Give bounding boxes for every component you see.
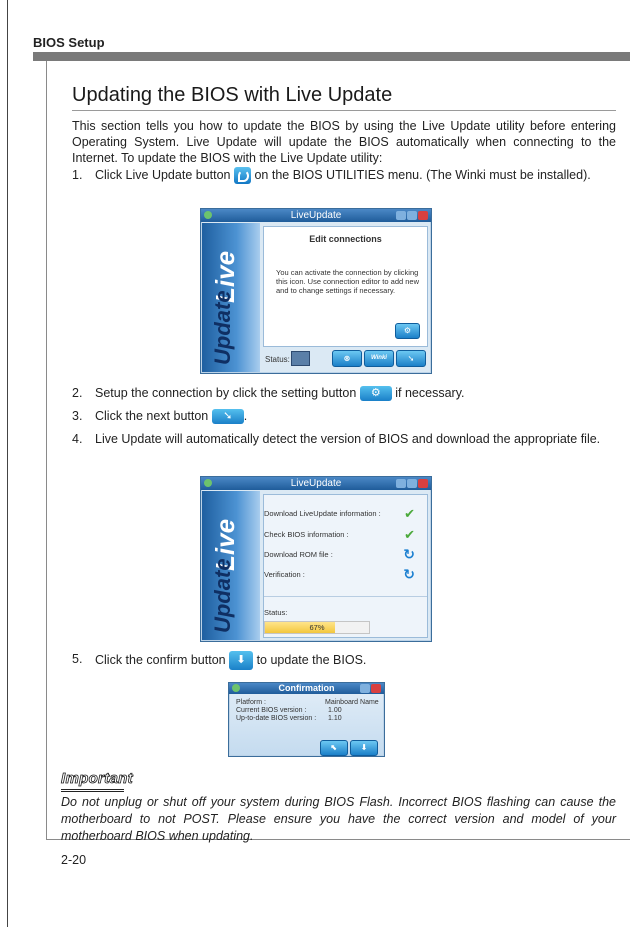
minimize-icon[interactable] bbox=[407, 211, 417, 220]
important-heading: Important bbox=[61, 770, 133, 787]
step-text: Setup the connection by click the setting button bbox=[95, 386, 357, 400]
help-icon[interactable] bbox=[360, 684, 370, 693]
progress-row-label: Download LiveUpdate information : bbox=[264, 509, 381, 518]
step-number: 3. bbox=[72, 409, 83, 423]
app-logo-icon bbox=[204, 479, 212, 487]
status-label: Status: bbox=[265, 355, 290, 364]
liveupdate-window-progress bbox=[200, 476, 432, 642]
check-icon: ✔ bbox=[404, 527, 415, 542]
cancel-icon: ⊗ bbox=[343, 354, 351, 363]
section-title: Updating the BIOS with Live Update bbox=[72, 84, 393, 106]
step-text: Click the confirm button bbox=[95, 652, 226, 667]
progress-row-label: Verification : bbox=[264, 570, 305, 579]
close-icon[interactable] bbox=[371, 684, 381, 693]
close-icon[interactable] bbox=[418, 479, 428, 488]
step-text: . bbox=[243, 409, 248, 423]
next-button-icon: ➘ bbox=[212, 409, 244, 424]
important-underline bbox=[61, 791, 124, 792]
progress-row-label: Download ROM file : bbox=[264, 550, 333, 559]
progress-row-label: Check BIOS information : bbox=[264, 530, 349, 539]
back-button[interactable] bbox=[320, 740, 348, 756]
step-text: to update the BIOS. bbox=[256, 652, 367, 667]
window-title: LiveUpdate bbox=[290, 210, 342, 221]
important-note: Do not unplug or shut off your system during BIOS Flash. Incorrect BIOS flashing can cause the motherboard to not POST. Please ensure you have the correct version and model of your motherboard BIOS when updating. bbox=[61, 795, 616, 843]
status-label: Status: bbox=[264, 608, 288, 617]
panel-heading: Edit connections bbox=[309, 234, 382, 244]
step-number: 2. bbox=[72, 386, 83, 400]
step-text: on the BIOS UTILITIES menu. (The Winki must be installed). bbox=[254, 168, 591, 182]
window-title: LiveUpdate bbox=[290, 478, 342, 489]
help-icon[interactable] bbox=[396, 479, 406, 488]
app-logo-icon bbox=[204, 211, 212, 219]
window-titlebar bbox=[201, 209, 431, 222]
step-text: Live Update will automatically detect the version of BIOS and download the appropriate file. bbox=[95, 432, 601, 446]
download-arrow-icon: ⬇ bbox=[360, 743, 368, 752]
settings-button[interactable] bbox=[395, 323, 420, 339]
brand-live-text: Live bbox=[210, 250, 240, 303]
help-icon[interactable] bbox=[396, 211, 406, 220]
check-icon: ✔ bbox=[404, 506, 415, 521]
live-update-icon bbox=[234, 167, 251, 184]
app-logo-icon bbox=[232, 684, 240, 692]
brand-update-text: Update bbox=[210, 558, 235, 633]
info-label: Up-to-date BIOS version : bbox=[236, 715, 317, 722]
progress-bar bbox=[264, 621, 370, 634]
window-titlebar bbox=[201, 477, 431, 490]
brand-side-panel bbox=[202, 223, 260, 372]
network-monitor-icon bbox=[291, 351, 310, 366]
step-1 bbox=[72, 167, 616, 203]
window-titlebar bbox=[229, 683, 384, 694]
progress-percent: 67% bbox=[309, 623, 325, 632]
settings-button-icon: ⚙ bbox=[360, 386, 392, 401]
step-text: Click the next button bbox=[95, 409, 209, 423]
running-header: BIOS Setup bbox=[33, 35, 105, 50]
step-number: 1. bbox=[72, 168, 83, 182]
refresh-icon: ↻ bbox=[403, 546, 415, 562]
page-margin-rule bbox=[7, 0, 8, 927]
progress-panel bbox=[263, 494, 428, 638]
cancel-button[interactable] bbox=[332, 350, 362, 367]
back-arrow-icon: ⬉ bbox=[330, 743, 338, 752]
header-bar bbox=[33, 52, 630, 61]
confirmation-window bbox=[228, 682, 385, 757]
step-text: Click Live Update button bbox=[95, 168, 231, 182]
confirm-button-icon: ⬇ bbox=[229, 651, 253, 670]
step-number: 4. bbox=[72, 432, 83, 446]
gear-icon: ⚙ bbox=[403, 326, 412, 335]
brand-live-text: Live bbox=[210, 518, 240, 571]
next-arrow-icon: ➘ bbox=[407, 354, 415, 363]
panel-description: You can activate the connection by clicking this icon. Use connection editor to add new and to change settings if necessary. bbox=[276, 268, 420, 295]
title-underline bbox=[72, 110, 616, 111]
brand-side-panel bbox=[202, 491, 260, 640]
winki-button[interactable]: Winki bbox=[364, 350, 394, 367]
window-title: Confirmation bbox=[278, 683, 335, 693]
next-button[interactable] bbox=[396, 350, 426, 367]
close-icon[interactable] bbox=[418, 211, 428, 220]
intro-paragraph: This section tells you how to update the BIOS by using the Live Update utility before entering Operating System. Live Update will update the BIOS automatically when connecting to the Internet. To update the BIOS with the Live Update utility: bbox=[72, 119, 616, 165]
info-label: Current BIOS version : bbox=[236, 707, 307, 714]
confirm-button[interactable] bbox=[350, 740, 378, 756]
info-value: 1.00 bbox=[328, 707, 342, 714]
refresh-icon: ↻ bbox=[403, 566, 415, 582]
page-number: 2-20 bbox=[61, 853, 87, 867]
brand-update-text: Update bbox=[210, 290, 235, 365]
content-panel bbox=[263, 226, 428, 347]
info-value: Mainboard Name bbox=[325, 699, 379, 706]
step-text: if necessary. bbox=[395, 386, 465, 400]
step-4 bbox=[72, 431, 616, 467]
step-number: 5. bbox=[72, 652, 83, 666]
info-value: 1.10 bbox=[328, 715, 342, 722]
info-label: Platform : bbox=[236, 699, 266, 706]
divider bbox=[264, 596, 427, 597]
important-underline bbox=[61, 789, 124, 790]
liveupdate-window-edit-connections bbox=[200, 208, 432, 374]
minimize-icon[interactable] bbox=[407, 479, 417, 488]
